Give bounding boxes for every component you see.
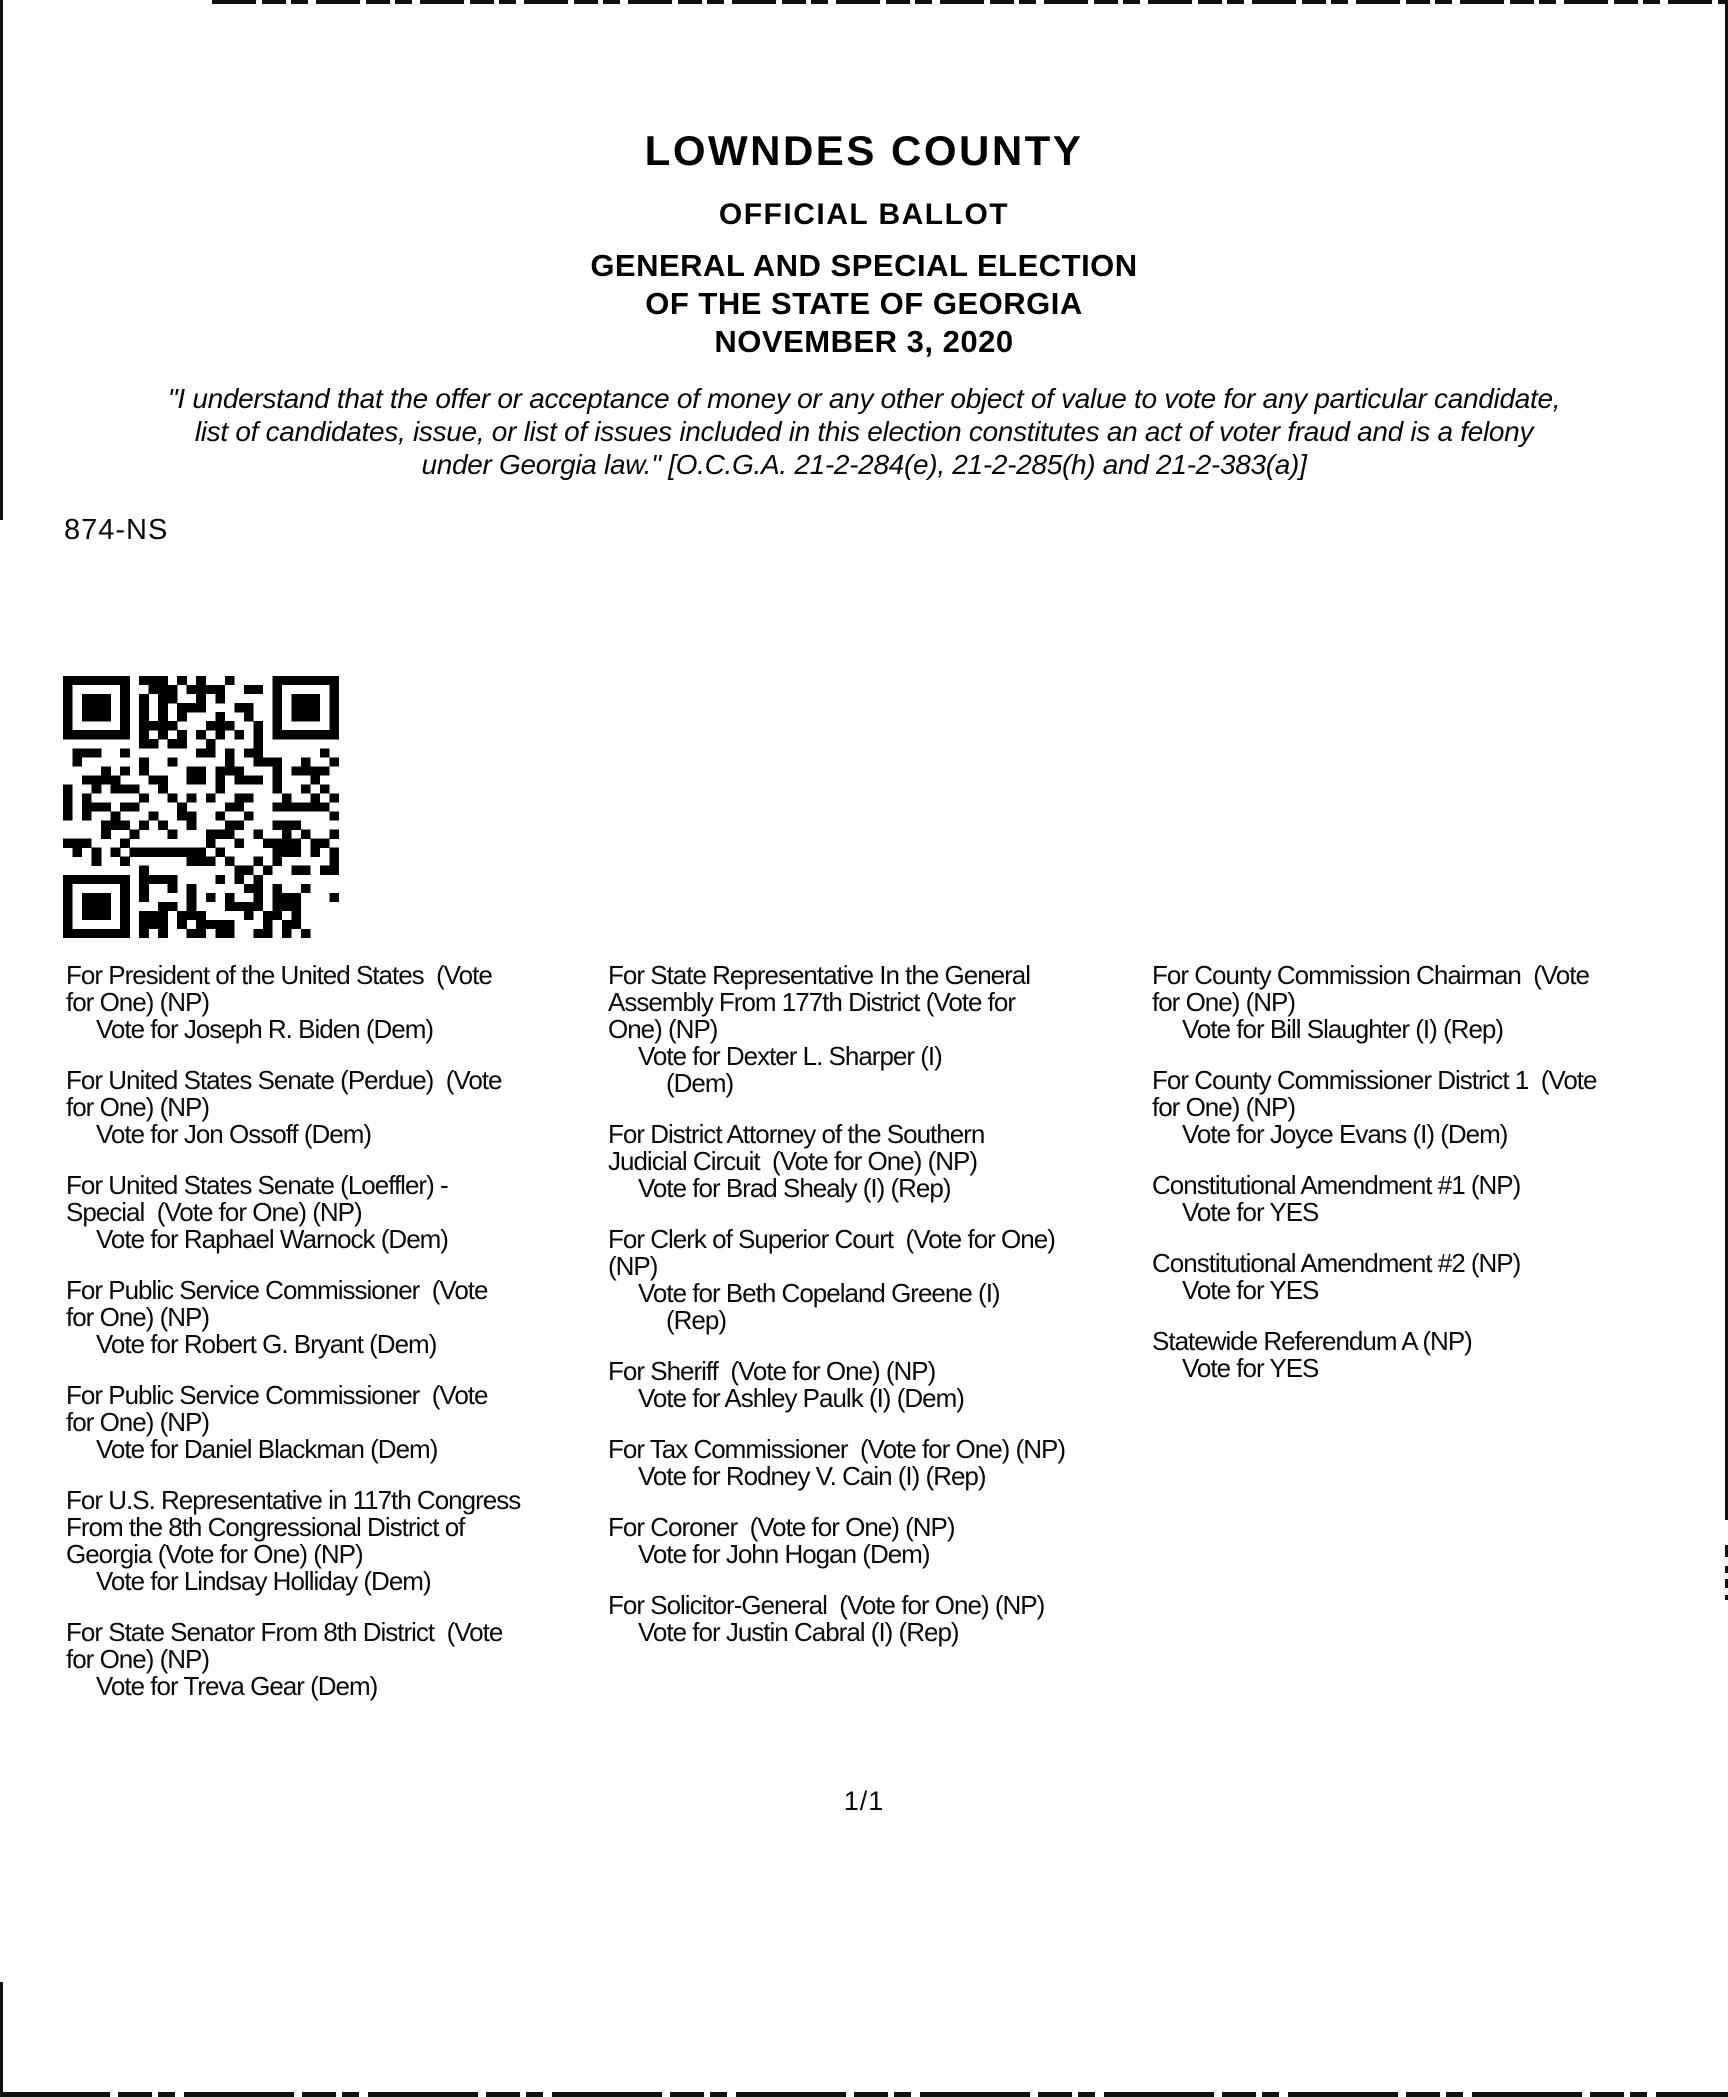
vote-selection-line: Vote for Robert G. Bryant (Dem): [96, 1329, 437, 1359]
ballot-type-title: OFFICIAL BALLOT: [718, 198, 1010, 231]
contest-title-line: For County Commissioner District 1 (Vote: [1152, 1065, 1597, 1095]
contest: [608, 1121, 1168, 1202]
vote-selection-line: (Rep): [666, 1305, 727, 1335]
contest-title-line: For U.S. Representative in 117th Congress: [66, 1485, 521, 1515]
contest-title-line: From the 8th Congressional District of: [66, 1512, 465, 1542]
contest-title-line: For Public Service Commissioner (Vote: [66, 1275, 488, 1305]
contest-title-line: Assembly From 177th District (Vote for: [608, 987, 1016, 1017]
scan-edge-top: [212, 0, 1728, 4]
vote-selection-line: Vote for Jon Ossoff (Dem): [96, 1119, 372, 1149]
vote-selection-line: Vote for Daniel Blackman (Dem): [96, 1434, 438, 1464]
vote-selection-line: Vote for Bill Slaughter (I) (Rep): [1182, 1014, 1504, 1044]
ballot-column: [608, 962, 1168, 1670]
contest-title-line: Special (Vote for One) (NP): [66, 1197, 362, 1227]
vote-selection-line: Vote for John Hogan (Dem): [638, 1539, 930, 1569]
contest-title-line: For Tax Commissioner (Vote for One) (NP): [608, 1434, 1065, 1464]
contest: [1152, 1250, 1712, 1304]
election-title-line: OF THE STATE OF GEORGIA: [645, 286, 1083, 321]
vote-selection-line: Vote for YES: [1182, 1353, 1319, 1383]
contest: [608, 1514, 1168, 1568]
contest: [66, 1277, 626, 1358]
vote-selection-line: Vote for Beth Copeland Greene (I): [638, 1278, 1000, 1308]
contest-title-line: For State Representative In the General: [608, 960, 1031, 990]
vote-selection-line: Vote for YES: [1182, 1275, 1319, 1305]
contest-title-line: for One) (NP): [66, 1407, 210, 1437]
vote-selection-line: Vote for Joyce Evans (I) (Dem): [1182, 1119, 1508, 1149]
contest-title-line: for One) (NP): [1152, 1092, 1296, 1122]
contest: [608, 962, 1168, 1097]
contest: [608, 1226, 1168, 1334]
contest-title-line: Georgia (Vote for One) (NP): [66, 1539, 363, 1569]
contest: [608, 1358, 1168, 1412]
contest-title-line: For District Attorney of the Southern: [608, 1119, 985, 1149]
election-date-line: NOVEMBER 3, 2020: [714, 324, 1014, 359]
contest: [66, 1172, 626, 1253]
fraud-disclaimer-line: list of candidates, issue, or list of issues included in this election constitutes an act of voter fraud and is a felony: [194, 416, 1534, 447]
contest: [1152, 962, 1712, 1043]
county-title: LOWNDES COUNTY: [644, 127, 1084, 174]
scan-edge-bottom: [0, 2092, 1728, 2097]
scan-edge-left-bottom: [0, 1982, 3, 2097]
contest: [608, 1592, 1168, 1646]
vote-selection-line: Vote for Dexter L. Sharper (I): [638, 1041, 942, 1071]
contest: [1152, 1067, 1712, 1148]
contest-title-line: For Clerk of Superior Court (Vote for One): [608, 1224, 1055, 1254]
contest-title-line: For United States Senate (Loeffler) -: [66, 1170, 448, 1200]
vote-selection-line: Vote for Raphael Warnock (Dem): [96, 1224, 448, 1254]
contest-title-line: for One) (NP): [1152, 987, 1296, 1017]
vote-selection-line: Vote for Brad Shealy (I) (Rep): [638, 1173, 951, 1203]
election-title-line: GENERAL AND SPECIAL ELECTION: [590, 248, 1138, 283]
contest-title-line: for One) (NP): [66, 1644, 210, 1674]
contest-title-line: Judicial Circuit (Vote for One) (NP): [608, 1146, 978, 1176]
contest-title-line: For County Commission Chairman (Vote: [1152, 960, 1589, 990]
contest: [66, 1067, 626, 1148]
contest-title-line: for One) (NP): [66, 1302, 210, 1332]
contest-title-line: for One) (NP): [66, 1092, 210, 1122]
fraud-disclaimer-line: under Georgia law." [O.C.G.A. 21-2-284(e), 21-2-285(h) and 21-2-383(a)]: [421, 449, 1307, 480]
vote-selection-line: Vote for YES: [1182, 1197, 1319, 1227]
contest: [608, 1436, 1168, 1490]
fraud-disclaimer-line: "I understand that the offer or acceptance of money or any other object of value to vote for any particular candidate,: [167, 383, 1561, 414]
vote-selection-line: (Dem): [666, 1068, 734, 1098]
vote-selection-line: Vote for Lindsay Holliday (Dem): [96, 1566, 431, 1596]
contest: [66, 962, 626, 1043]
contest-title-line: For United States Senate (Perdue) (Vote: [66, 1065, 502, 1095]
vote-selection-line: Vote for Rodney V. Cain (I) (Rep): [638, 1461, 986, 1491]
contest: [1152, 1328, 1712, 1382]
contest-title-line: Statewide Referendum A (NP): [1152, 1326, 1472, 1356]
ballot-style-code: 874-NS: [64, 514, 169, 546]
vote-selection-line: Vote for Joseph R. Biden (Dem): [96, 1014, 434, 1044]
ballot-column: [66, 962, 626, 1724]
vote-selection-line: Vote for Ashley Paulk (I) (Dem): [638, 1383, 964, 1413]
contest-title-line: For Sheriff (Vote for One) (NP): [608, 1356, 936, 1386]
ballot-column: [1152, 962, 1712, 1406]
contest-title-line: For State Senator From 8th District (Vote: [66, 1617, 503, 1647]
contest: [66, 1487, 626, 1595]
contest: [66, 1619, 626, 1700]
contest-title-line: One) (NP): [608, 1014, 718, 1044]
contest-title-line: Constitutional Amendment #1 (NP): [1152, 1170, 1521, 1200]
contest-title-line: For Coroner (Vote for One) (NP): [608, 1512, 955, 1542]
contest-title-line: For President of the United States (Vote: [66, 960, 492, 990]
contest-title-line: (NP): [608, 1251, 658, 1281]
contest: [1152, 1172, 1712, 1226]
vote-selection-line: Vote for Treva Gear (Dem): [96, 1671, 378, 1701]
contest-title-line: For Public Service Commissioner (Vote: [66, 1380, 488, 1410]
vote-selection-line: Vote for Justin Cabral (I) (Rep): [638, 1617, 959, 1647]
contest-title-line: For Solicitor-General (Vote for One) (NP): [608, 1590, 1045, 1620]
page-number: 1/1: [843, 1786, 885, 1816]
qr-code: [63, 676, 339, 938]
contest: [66, 1382, 626, 1463]
contest-title-line: for One) (NP): [66, 987, 210, 1017]
contest-title-line: Constitutional Amendment #2 (NP): [1152, 1248, 1521, 1278]
